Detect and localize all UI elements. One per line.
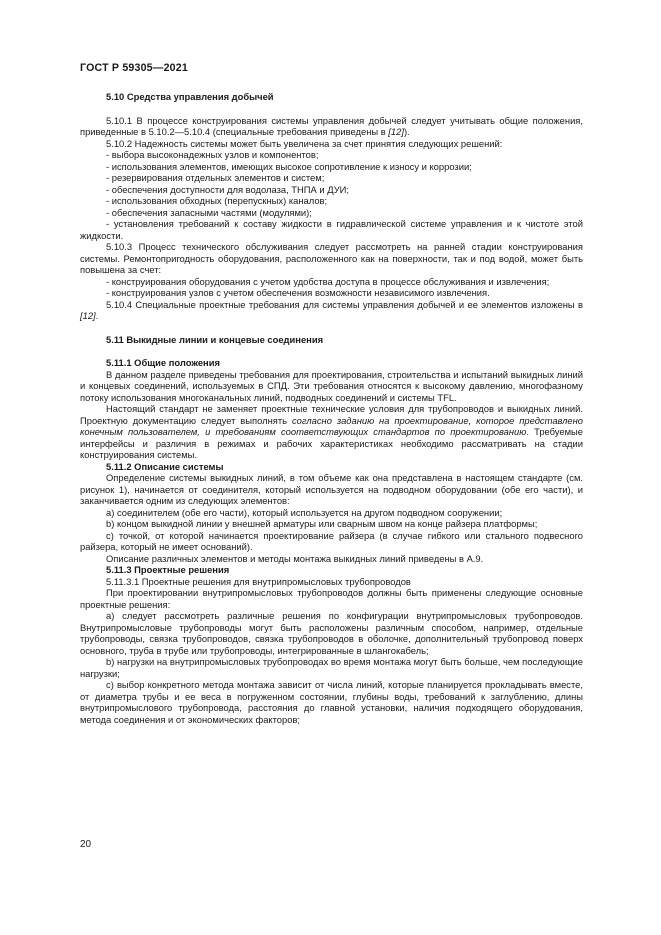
paragraph: 5.10.3 Процесс технического обслуживания следует рассмотреть на ранней стадии конструирования системы. Ремонтопригодность оборудования, расположенного как на поверхности, так и под водой, может быть повышена за счет: <box>80 241 583 275</box>
list-item: c) точкой, от которой начинается проектирование райзера (в случае гибкого или стального подвесного райзера, который не имеет оснований). <box>80 529 583 552</box>
list-item: - конструирования оборудования с учетом удобства доступа в процессе обслуживания и извлечения; <box>106 275 550 287</box>
sub-subsection-heading: 5.11.3.1 Проектные решения для внутрипромысловых трубопроводов <box>106 575 411 587</box>
list-item: a) следует рассмотреть различные решения по конфигурации внутрипромысловых трубопроводов. Внутрипромысловые трубопроводы могут быть расположены различным способом, например, отдельные трубопроводы, связка трубопроводов, связка трубопроводов в оболочке, дополнительный трубопровод поверх основного, труба в трубе или трубопроводы, интегрированные в шлангокабель; <box>80 610 583 656</box>
paragraph: При проектировании внутрипромысловых трубопроводов должны быть применены следующие основные проектные решения: <box>80 587 583 610</box>
list-item: - конструирования узлов с учетом обеспечения возможности независимого извлечения. <box>106 287 490 298</box>
list-item: a) соединителем (обе его части), который используется на другом подводном сооружении; <box>106 506 503 518</box>
paragraph: В данном разделе приведены требования для проектирования, строительства и испытаний выкидных линий и концевых соединений, используемых в СПД. Эти требования относятся к высокому давлению, многофазному потоку использования многоканальных линий, подводных соединений и системы TFL. <box>80 368 583 403</box>
subsection-heading: 5.11.1 Общие положения <box>106 357 220 368</box>
list-item: - обеспечения доступности для водолаза, ТНПА и ДУИ; <box>106 183 349 195</box>
subsection-heading: 5.11.2 Описание системы <box>106 460 224 472</box>
list-item: - выбора высоконадежных узлов и компонентов; <box>106 149 319 160</box>
paragraph: 5.10.1 В процессе конструирования системы управления добычей следует учитывать общие положения, приведенные в 5.10.2—5.10.4 (специальные требования приведены в [12]). <box>80 114 583 137</box>
list-item: - резервирования отдельных элементов и систем; <box>106 172 325 183</box>
document-body <box>80 91 583 725</box>
page-number: 20 <box>80 839 92 850</box>
list-item: - использования обходных (перепускных) каналов; <box>106 195 328 206</box>
paragraph: Описание различных элементов и методы монтажа выкидных линий приведены в А.9. <box>106 552 484 564</box>
subsection-heading: 5.11.3 Проектные решения <box>106 564 230 575</box>
section-heading: 5.11 Выкидные линии и концевые соединения <box>106 333 324 345</box>
paragraph: 5.10.2 Надежность системы может быть увеличена за счет принятия следующих решений: <box>106 137 503 149</box>
list-item: b) нагрузки на внутрипромысловых трубопроводах во время монтажа могут быть больше, чем последующие нагрузки; <box>80 656 583 679</box>
paragraph: 5.10.4 Специальные проектные требования для системы управления добычей и ее элементов изложены в [12]. <box>80 298 583 321</box>
list-item: - обеспечения запасными частями (модулями); <box>106 206 312 218</box>
list-item: - использования элементов, имеющих высокое сопротивление к износу и коррозии; <box>106 160 472 172</box>
document-standard-code: ГОСТ Р 59305—2021 <box>80 62 188 74</box>
list-item: c) выбор конкретного метода монтажа зависит от числа линий, которые планируется прокладывать вместе, от диаметра трубы и ее веса в погруженном состоянии, глубины воды, требований к заглублению, длины внутрипромыслового трубопровода, расстояния до главной установки, наличия подходящего оборудования, метода соединения и от экономических факторов; <box>80 679 583 725</box>
reference: [12] <box>80 310 96 321</box>
paragraph: Определение системы выкидных линий, в том объеме как она представлена в настоящем стандарте (см. рисунок 1), начинается от соединителя, который используется на подводном оборудовании (обе его части), и заканчивается одним из следующих элементов: <box>80 472 583 506</box>
paragraph: Настоящий стандарт не заменяет проектные технические условия для трубопроводов и выкидных линий. Проектную документацию следует выполнять согласно заданию на проектирование, которое представлено конечным пользователем, и требованиям соответствующих стандартов по проектированию. Требуемые интерфейсы и различия в режимах и рабочих характеристиках необходимо рассматривать на стадии конструирования системы. <box>80 403 583 460</box>
section-heading: 5.10 Средства управления добычей <box>106 91 274 102</box>
list-item: - установления требований к составу жидкости в гидравлической системе управления и к чистоте этой жидкости. <box>80 218 583 241</box>
list-item: b) концом выкидной линии у внешней арматуры или сварным швом на конце райзера платформы; <box>106 518 538 529</box>
reference: [12] <box>388 126 404 137</box>
